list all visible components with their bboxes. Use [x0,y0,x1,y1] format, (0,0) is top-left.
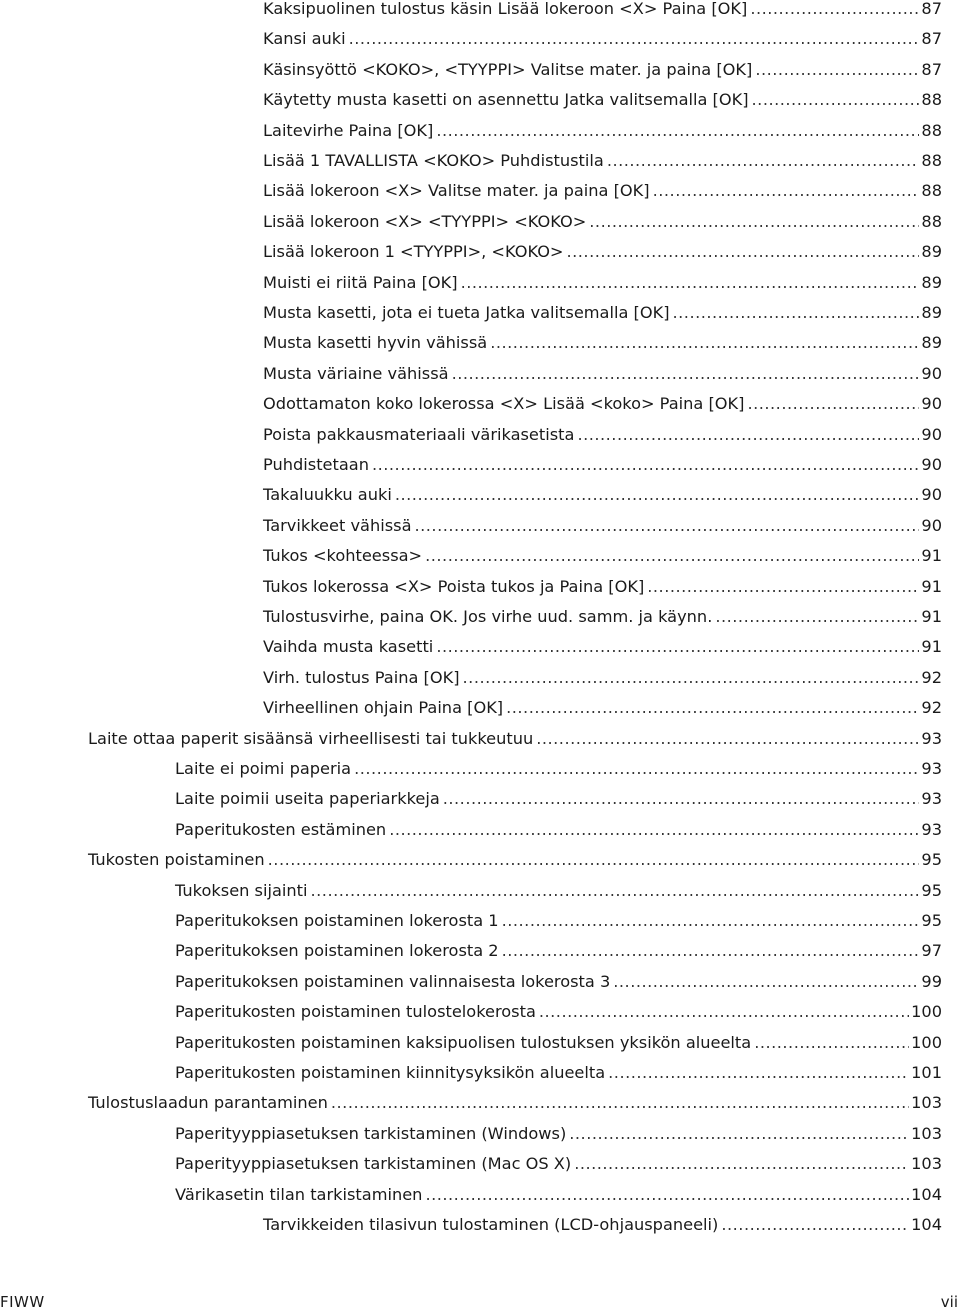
toc-entry-title: Paperitukoksen poistaminen lokerosta 1 [175,911,499,930]
toc-entry-page: 89 [921,303,942,322]
toc-entry-title: Muisti ei riitä Paina [OK] [263,272,458,292]
toc-entry-page: 104 [911,1184,942,1204]
toc-entry-page: 101 [911,1063,942,1082]
toc-entry[interactable] [175,936,942,966]
toc-entry-title: Tukos <kohteessa> [263,546,423,566]
toc-entry[interactable] [263,359,942,389]
dot-leader [395,480,920,510]
toc-entry-title: Paperityyppiasetuksen tarkistaminen (Mac OS X) [175,1154,572,1174]
toc-entry-page: 88 [921,120,942,140]
dot-leader [715,602,919,632]
toc-entry-page: 88 [921,181,942,201]
toc-entry-page: 90 [921,485,942,505]
toc-entry-title: Vaihda musta kasetti [263,637,434,657]
toc-entry-page: 103 [911,1123,942,1143]
toc-entry[interactable] [175,997,942,1027]
toc-entry[interactable] [175,815,942,845]
toc-entry-page: 91 [921,607,942,626]
toc-entry-title: Kaksipuolinen tulostus käsin Lisää lokeroon <X> Paina [OK] [263,0,748,18]
toc-entry-page: 95 [921,911,942,930]
dot-leader [502,936,920,966]
dot-leader [268,845,920,875]
dot-leader [372,450,919,480]
toc-entry[interactable] [263,663,942,693]
toc-entry-title: Lisää lokeroon <X> Valitse mater. ja paina [OK] [263,181,650,201]
dot-leader [607,146,920,176]
toc-entry-page: 92 [921,667,942,687]
toc-entry-title: Paperityyppiasetuksen tarkistaminen (Windows) [175,1123,567,1143]
toc-entry-page: 92 [921,698,942,718]
toc-entry-title: Virheellinen ohjain Paina [OK] [263,698,504,718]
toc-entry-title: Tarvikkeet vähissä [263,515,412,535]
dot-leader [747,389,919,419]
toc-entry-page: 87 [921,0,942,18]
dot-leader [443,784,920,814]
toc-entry-page: 93 [921,759,942,778]
toc-entry-page: 90 [921,363,942,383]
toc-entry-page: 88 [921,151,942,170]
toc-entry-title: Käsinsyöttö <KOKO>, <TYYPPI> Valitse mater. ja paina [OK] [263,59,753,79]
toc-entry[interactable] [175,967,942,997]
toc-entry[interactable] [263,480,942,510]
dot-leader [755,55,919,85]
toc-entry-page: 90 [921,424,942,444]
toc-entry-page: 91 [921,637,942,657]
page-number: vii [940,1293,958,1311]
dot-leader [414,511,919,541]
toc-entry-title: Puhdistetaan [263,455,369,474]
toc-entry-title: Poista pakkausmateriaali värikasetista [263,424,575,444]
toc-entry-title: Laite ottaa paperit sisäänsä virheellisesti tai tukkeutuu [88,728,534,748]
toc-entry-title: Tulostusvirhe, paina OK. Jos virhe uud. samm. ja käynn. [263,607,713,626]
toc-entry-title: Takaluukku auki [263,485,392,505]
toc-entry[interactable] [175,1119,942,1149]
dot-leader [536,724,919,754]
toc-entry-page: 93 [921,819,942,839]
toc-entry-title: Odottamaton koko lokerossa <X> Lisää <koko> Paina [OK] [263,394,745,414]
toc-entry[interactable] [175,754,942,784]
toc-entry-title: Paperitukosten poistaminen kiinnitysyksikön alueelta [175,1063,606,1082]
toc-entry[interactable] [175,1058,942,1088]
toc-entry-title: Paperitukoksen poistaminen lokerosta 2 [175,941,499,961]
dot-leader [331,1088,909,1118]
toc-entry[interactable] [263,0,942,24]
toc-entry-page: 90 [921,515,942,535]
dot-leader [569,1119,909,1149]
toc-entry-page: 104 [911,1215,942,1234]
toc-entry-page: 89 [921,242,942,262]
dot-leader [490,328,919,358]
toc-entry[interactable] [263,511,942,541]
dot-leader [721,1210,909,1240]
toc-entry-page: 90 [921,394,942,414]
toc-entry-page: 89 [921,272,942,292]
toc-entry-page: 91 [921,576,942,596]
dot-leader [354,754,919,784]
dot-leader [463,663,920,693]
toc-entry-title: Tarvikkeiden tilasivun tulostaminen (LCD-ohjauspaneeli) [263,1215,719,1234]
toc-entry-page: 91 [921,546,942,566]
toc-entry-page: 103 [911,1093,942,1113]
dot-leader [653,176,920,206]
toc-entry-page: 100 [911,1032,942,1052]
toc-entry[interactable] [175,876,942,906]
toc-entry-page: 99 [921,971,942,991]
dot-leader [425,1180,909,1210]
toc-entry-page: 103 [911,1154,942,1174]
toc-entry[interactable] [175,1149,942,1179]
toc-entry-title: Laitevirhe Paina [OK] [263,120,434,140]
toc-entry-page: 88 [921,211,942,231]
toc-entry[interactable] [263,602,942,632]
toc-entry[interactable] [263,572,942,602]
toc-entry[interactable] [263,1210,942,1240]
toc-entry[interactable] [263,632,942,662]
dot-leader [613,967,919,997]
dot-leader [436,632,919,662]
toc-entry-page: 88 [921,90,942,110]
toc-entry-title: Laite poimii useita paperiarkkeja [175,789,440,809]
toc-entry[interactable] [263,207,942,237]
dot-leader [502,906,920,936]
toc-entry[interactable] [175,906,942,936]
toc-entry[interactable] [263,55,942,85]
dot-leader [608,1058,909,1088]
toc-entry[interactable] [263,176,942,206]
toc-entry-page: 100 [911,1002,942,1022]
toc-entry[interactable] [263,420,942,450]
dot-leader [506,693,919,723]
toc-entry-page: 93 [921,789,942,809]
dot-leader [647,572,919,602]
dot-leader [311,876,920,906]
toc-entry-page: 95 [921,880,942,900]
dot-leader [673,298,920,328]
dot-leader [577,420,919,450]
toc-entry[interactable] [88,724,942,754]
toc-entry-page: 89 [921,333,942,353]
toc-entry-title: Musta kasetti, jota ei tueta Jatka valitsemalla [OK] [263,303,670,322]
dot-leader [750,0,919,24]
toc-entry-title: Tulostuslaadun parantaminen [88,1093,328,1113]
toc-entry[interactable] [88,1088,942,1118]
toc-entry-page: 93 [921,728,942,748]
toc-entry-page: 95 [921,850,942,870]
toc-entry-title: Musta kasetti hyvin vähissä [263,333,488,353]
dot-leader [539,997,909,1027]
toc-entry[interactable] [263,328,942,358]
toc-entry-title: Värikasetin tilan tarkistaminen [175,1184,423,1204]
toc-entry[interactable] [263,693,942,723]
toc-entry[interactable] [263,298,942,328]
toc-entry[interactable] [263,389,942,419]
toc-entry-title: Lisää 1 TAVALLISTA <KOKO> Puhdistustila [263,151,604,170]
toc-entry[interactable] [263,450,942,480]
dot-leader [567,237,920,267]
toc-entry[interactable] [263,85,942,115]
toc-entry-title: Tukosten poistaminen [88,850,265,870]
toc-entry-title: Kansi auki [263,29,346,49]
dot-leader [461,268,920,298]
toc-entry-title: Virh. tulostus Paina [OK] [263,667,460,687]
toc-entry-title: Paperitukosten poistaminen kaksipuolisen tulostuksen yksikön alueelta [175,1032,752,1052]
footer-label: FIWW [0,1293,45,1311]
dot-leader [425,541,919,571]
toc-entry[interactable] [175,784,942,814]
dot-leader [349,24,920,54]
dot-leader [754,1028,909,1058]
toc-entry-title: Käytetty musta kasetti on asennettu Jatka valitsemalla [OK] [263,90,749,110]
dot-leader [589,207,919,237]
dot-leader [389,815,919,845]
toc-entry[interactable] [263,541,942,571]
toc-entry-page: 87 [921,29,942,49]
toc-entry[interactable] [175,1028,942,1058]
toc-entry-title: Lisää lokeroon 1 <TYYPPI>, <KOKO> [263,242,564,262]
toc-entry-page: 90 [921,455,942,474]
dot-leader [574,1149,909,1179]
toc-entry[interactable] [263,116,942,146]
toc-entry-title: Tukoksen sijainti [175,880,308,900]
toc-entry[interactable] [263,24,942,54]
toc-entry-title: Tukos lokerossa <X> Poista tukos ja Paina [OK] [263,576,645,596]
toc-entry-page: 87 [921,59,942,79]
toc-entry[interactable] [88,845,942,875]
dot-leader [752,85,920,115]
dot-leader [436,116,919,146]
toc-entry[interactable] [263,146,942,176]
dot-leader [452,359,920,389]
toc-entry-page: 97 [921,941,942,961]
toc-entry-title: Lisää lokeroon <X> <TYYPPI> <KOKO> [263,211,587,231]
toc-entry[interactable] [175,1180,942,1210]
toc-entry-title: Paperitukoksen poistaminen valinnaisesta lokerosta 3 [175,971,611,991]
toc-entry-title: Laite ei poimi paperia [175,759,352,778]
toc-entry-title: Paperitukosten poistaminen tulostelokerosta [175,1002,536,1022]
toc-entry-title: Musta väriaine vähissä [263,363,449,383]
toc-entry-title: Paperitukosten estäminen [175,819,387,839]
toc-entry[interactable] [263,268,942,298]
toc-entry[interactable] [263,237,942,267]
